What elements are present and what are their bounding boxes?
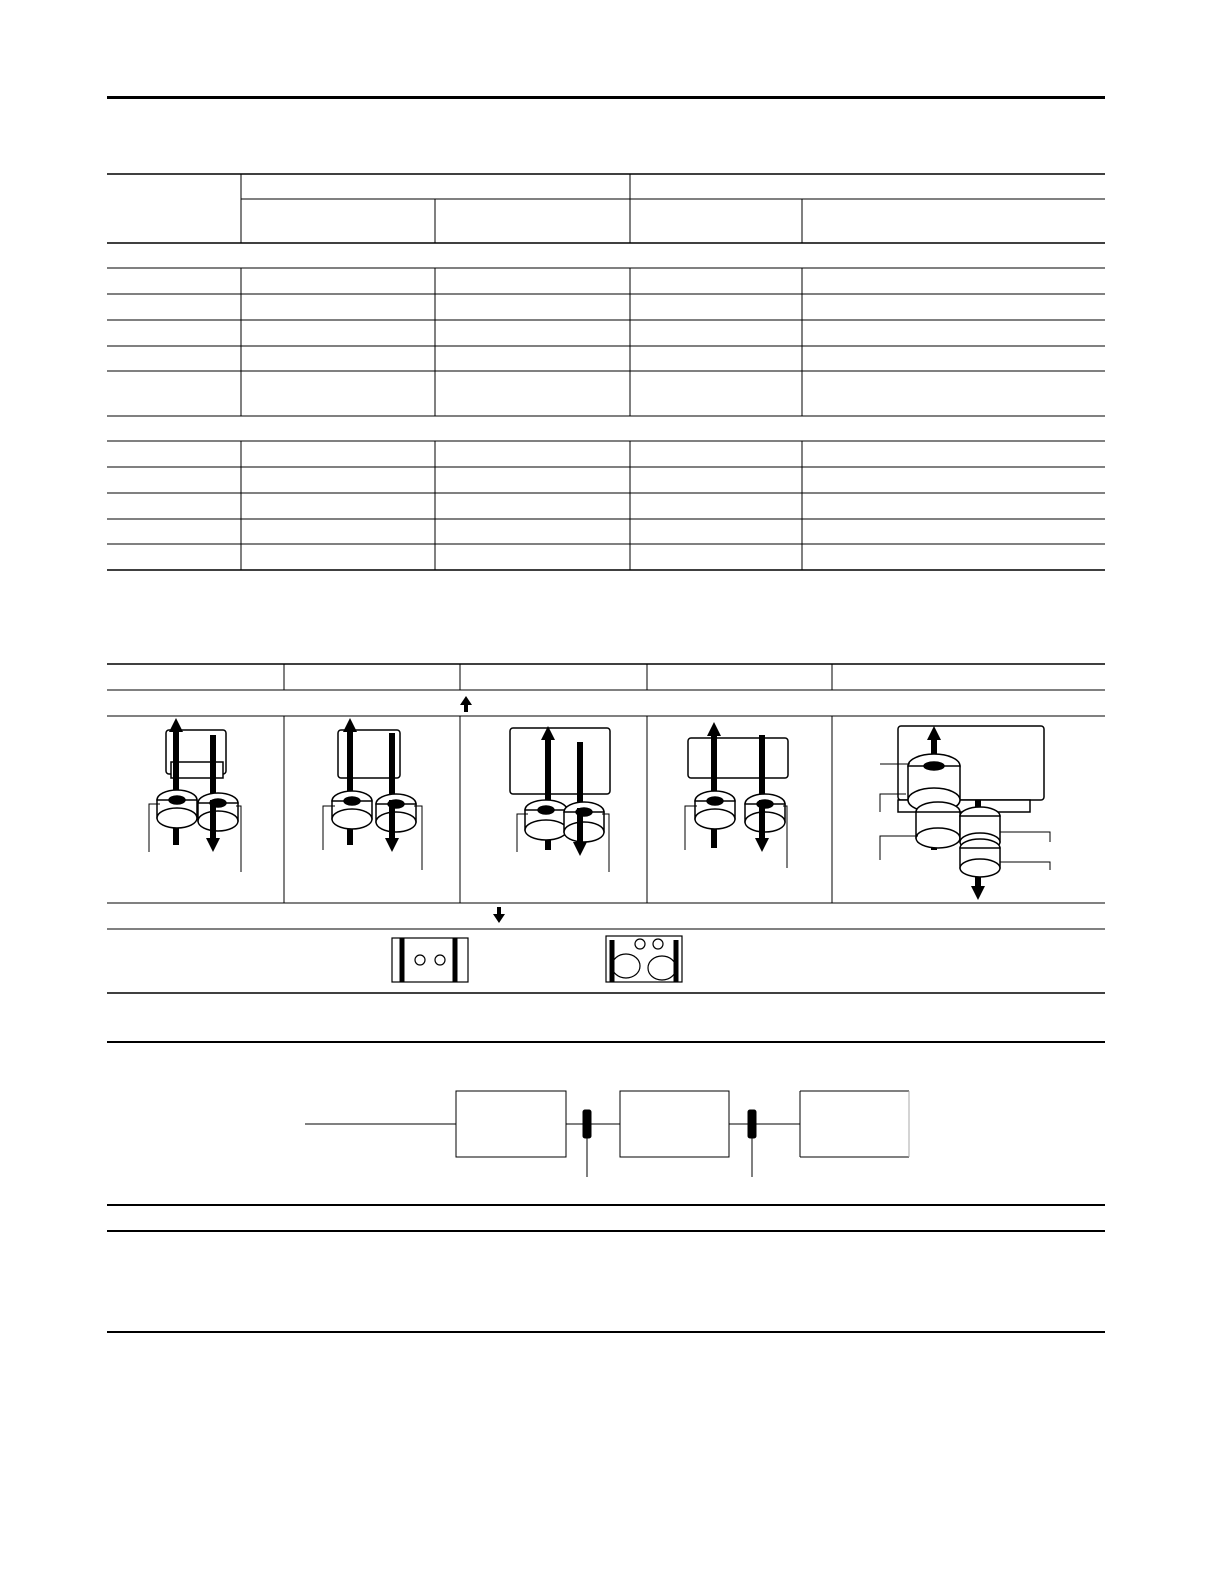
block-2 [620,1091,729,1157]
ferrite-core-2-icon [748,1110,756,1138]
note-bottom-rule [107,1331,1105,1333]
note-top-rule [107,1230,1105,1232]
block-1 [456,1091,566,1157]
ferrite-core-1-icon [583,1110,591,1138]
diagram-bottom-rule [107,1204,1105,1206]
